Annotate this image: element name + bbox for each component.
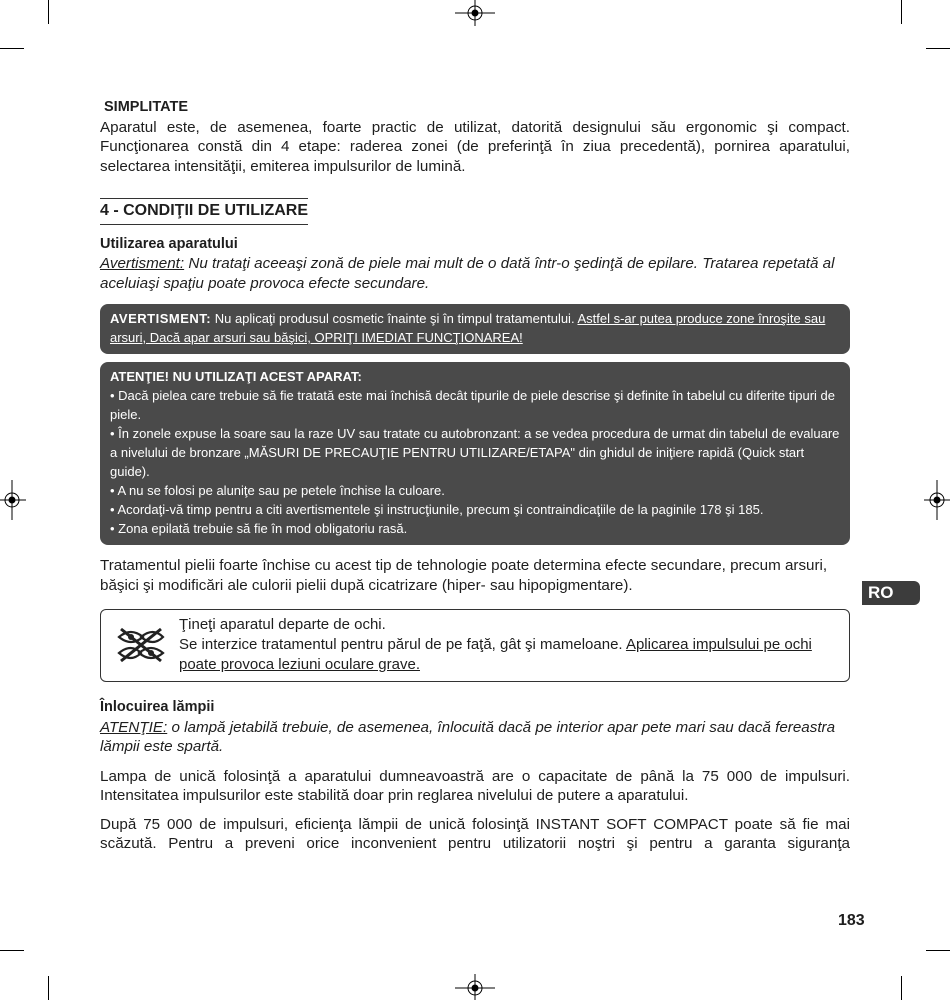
attention-box	[100, 362, 850, 545]
crop-mark	[48, 0, 49, 24]
attention-item: • A nu se folosi pe aluniţe sau pe petele închise la culoare.	[110, 483, 445, 498]
utilizarea-warning	[100, 254, 850, 293]
eye-warning-underlined: Aplicarea impulsului pe ochi poate provoca leziuni oculare grave.	[179, 636, 812, 673]
registration-mark-top-icon	[455, 0, 495, 26]
crop-mark	[0, 48, 24, 49]
crop-mark	[48, 976, 49, 1000]
warning-box	[100, 304, 850, 354]
attention-box-title: ATENŢIE! NU UTILIZAŢI ACEST APARAT:	[110, 369, 362, 384]
simplitate-paragraph: Aparatul este, de asemenea, foarte practic de utilizat, datorită designului său ergonomic şi compact. Funcţionarea constă din 4 etape: raderea zonei (de preferinţă în ziua precedentă), pornirea aparatului, selectarea intensităţii, emiterea impulsurilor de lumină.	[100, 118, 850, 175]
attention-label: ATENŢIE:	[100, 718, 168, 736]
attention-item: • Dacă pielea care trebuie să fie tratată este mai închisă decât tipurile de piele descrise şi definite în tabelul cu diferite tipuri de piele.	[110, 388, 836, 422]
language-tab: RO	[862, 581, 920, 605]
crop-mark	[901, 976, 902, 1000]
warning-box-text: Nu aplicaţi produsul cosmetic înainte şi în timpul tratamentului.	[211, 311, 578, 326]
attention-item: • Zona epilată trebuie să fie în mod obligatoriu rasă.	[110, 521, 408, 536]
registration-mark-bottom-icon	[455, 974, 495, 1000]
utilizarea-heading: Utilizarea aparatului	[100, 235, 238, 252]
eye-warning-text	[171, 615, 839, 675]
crop-mark	[926, 950, 950, 951]
warning-box-label: AVERTISMENT:	[110, 311, 212, 326]
crop-mark	[926, 48, 950, 49]
lamp-paragraph-1: Lampa de unică folosinţă a aparatului dumneavoastră are o capacitate de până la 75 000 de impulsuri. Intensitatea impulsurilor este stabilită doar prin reglarea nivelului de putere a aparatului.	[100, 767, 850, 804]
tratament-paragraph: Tratamentul pielii foarte închise cu acest tip de tehnologie poate determina efecte secundare, precum arsuri, băşici şi modificări ale culorii pielii după cicatrizare (hiper- sau hipopigmentare).	[100, 557, 828, 594]
attention-item: • În zonele expuse la soare sau la raze UV sau tratate cu autobronzant: a se vedea procedura de urmat din tabelul de evaluare a nivelului de bronzare „MĂSURI DE PRECAUŢIE PENTRU UTILIZARE/ETAPA" din ghidul de iniţiere rapidă (Quick start guide).	[110, 426, 840, 479]
eye-warning-box	[100, 609, 850, 682]
lamp-paragraph-2: După 75 000 de impulsuri, eficienţa lămpii de unică folosinţă INSTANT SOFT COMPACT poate să fie mai scăzută. Pentru a preveni orice inconvenient pentru utilizatorii noştri şi pentru a garanta siguranţa	[100, 815, 850, 852]
inlocuirea-heading: Înlocuirea lămpii	[100, 699, 215, 715]
no-eyes-icon	[111, 625, 171, 665]
warning-box-underlined: Astfel s-ar putea produce zone înroşite sau arsuri, Dacă apar arsuri sau băşici, OPRIŢI IMEDIAT FUNCŢIONAREA!	[110, 311, 826, 345]
warning-text: Nu trataţi aceeaşi zonă de piele mai mult de o dată într-o şedinţă de epilare. Tratarea repetată al aceluiaşi spaţiu poate provoca efecte secundare.	[100, 255, 835, 292]
attention-text: o lampă jetabilă trebuie, de asemenea, înlocuită dacă pe interior apar pete mari sau dacă fereastra lămpii este spartă.	[100, 718, 836, 755]
crop-mark	[901, 0, 902, 24]
page-number: 183	[838, 912, 865, 929]
eye-warning-line2: Se interzice tratamentul pentru părul de pe faţă, gât şi mameloane. Aplicarea impulsului pe ochi poate provoca leziuni oculare grave.	[179, 636, 812, 673]
warning-label: Avertisment:	[100, 255, 185, 272]
section-title: 4 - CONDIŢII DE UTILIZARE	[100, 198, 308, 225]
eye-warning-line1: Ţineţi aparatul departe de ochi.	[179, 616, 386, 633]
inlocuirea-warning	[100, 718, 850, 757]
simplitate-heading: SIMPLITATE	[104, 99, 189, 115]
attention-item: • Acordaţi-vă timp pentru a citi avertismentele şi instrucţiunile, precum şi contraindicaţiile de la paginile 178 şi 185.	[110, 502, 764, 517]
page-content	[100, 98, 850, 854]
registration-mark-left-icon	[0, 480, 26, 520]
crop-mark	[0, 950, 24, 951]
registration-mark-right-icon	[924, 480, 950, 520]
